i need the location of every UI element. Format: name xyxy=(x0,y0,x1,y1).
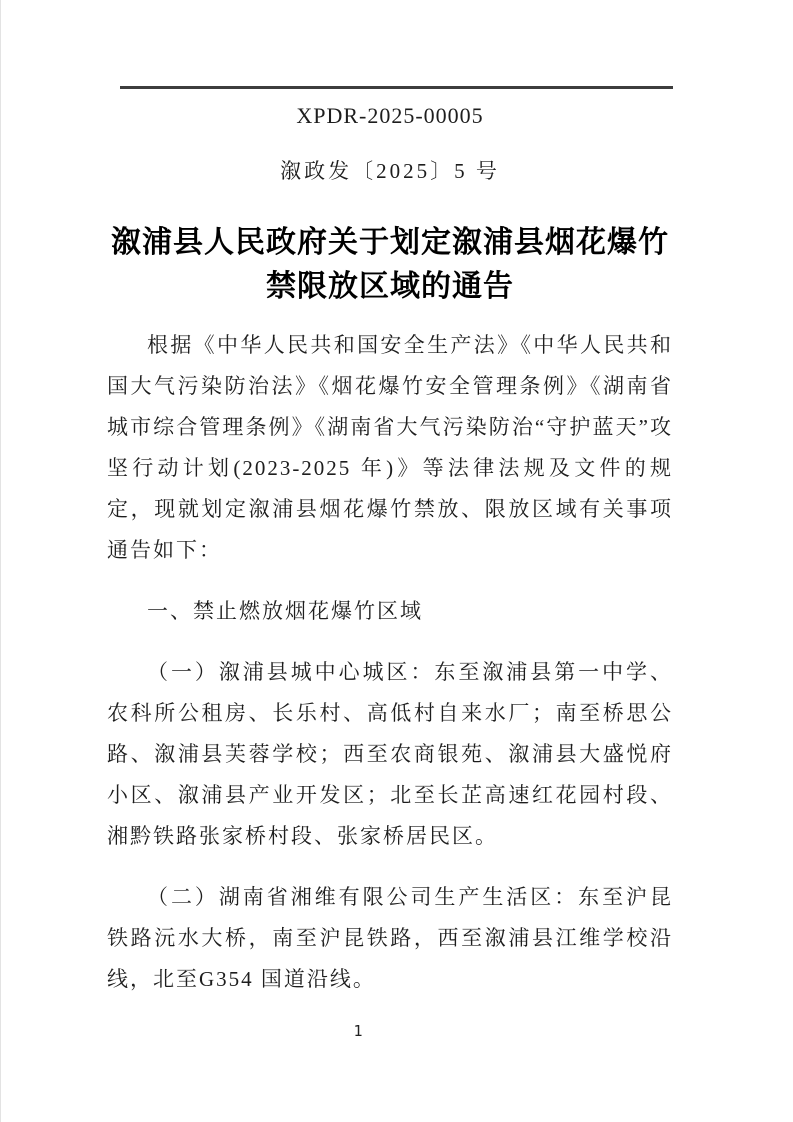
document-title-line2: 禁限放区域的通告 xyxy=(266,270,514,303)
header-rule xyxy=(120,86,673,89)
paragraph-basis: 根据《中华人民共和国安全生产法》《中华人民共和国大气污染防治法》《烟花爆竹安全管理条例》《湖南省城市综合管理条例》《湖南省大气污染防治“守护蓝天”攻坚行动计划(2023-2025 年)》等法律法规及文件的规定，现就划定溆浦县烟花爆竹禁放、限放区域有关事项通告如下： xyxy=(107,333,673,562)
page-number: 1 xyxy=(353,1022,363,1040)
document-title-line1: 溆浦县人民政府关于划定溆浦县烟花爆竹 xyxy=(111,226,669,259)
paragraph-section-heading: 一、禁止燃放烟花爆竹区域 xyxy=(147,599,423,623)
paragraph-zone-1: （一）溆浦县城中心城区：东至溆浦县第一中学、农科所公租房、长乐村、高低村自来水厂；南至桥思公路、溆浦县芙蓉学校；西至农商银苑、溆浦县大盛悦府小区、溆浦县产业开发区；北至长芷高速红花园村段、湘黔铁路张家桥村段、张家桥居民区。 xyxy=(107,660,673,848)
paragraph-zone-2: （二）湖南省湘维有限公司生产生活区：东至沪昆铁路沅水大桥，南至沪昆铁路，西至溆浦县江维学校沿线，北至G354 国道沿线。 xyxy=(107,885,673,991)
document-content xyxy=(107,0,673,1020)
issue-number: 溆政发〔2025〕5 号 xyxy=(280,159,500,183)
document-body xyxy=(107,325,673,1000)
doc-id: XPDR-2025-00005 xyxy=(296,103,484,128)
document-title xyxy=(107,221,673,309)
